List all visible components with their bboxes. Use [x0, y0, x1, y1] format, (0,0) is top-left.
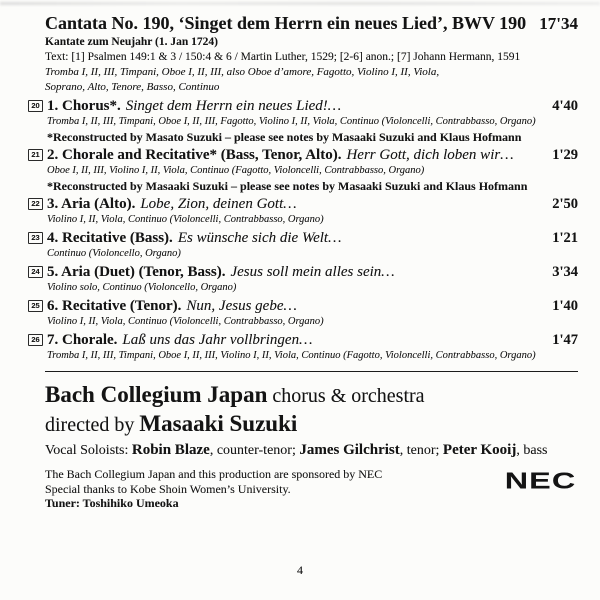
track-instruments: Violino solo, Continuo (Violoncello, Organo): [47, 282, 237, 293]
cantata-subtitle: Kantate zum Neujahr (1. Jan 1724): [45, 36, 218, 48]
track-duration: 2'50: [552, 196, 578, 212]
section-divider: [45, 371, 578, 372]
instrumentation-line-2: Soprano, Alto, Tenore, Basso, Continuo: [45, 81, 220, 93]
directed-by-label: directed by: [45, 414, 140, 436]
track-incipit: Es wünsche sich die Welt…: [177, 230, 342, 246]
track-instruments: Violino I, II, Viola, Continuo (Violoncelli, Contrabbasso, Organo): [47, 316, 324, 327]
track-incipit: Nun, Jesus gebe…: [186, 298, 297, 314]
sponsor-line-2: Special thanks to Kobe Shoin Women’s University.: [45, 481, 291, 496]
track-title-line: [47, 263, 578, 281]
ensemble-name: Bach Collegium Japan: [45, 382, 268, 407]
track-note: *Reconstructed by Masaaki Suzuki – please see notes by Masaaki Suzuki and Klaus Hofmann: [47, 179, 528, 193]
page-number: 4: [297, 563, 303, 577]
track-title-line: [47, 195, 578, 213]
track-row: [31, 263, 578, 295]
track-instruments: Tromba I, II, III, Timpani, Oboe I, II, III, Fagotto, Violino I, II, Viola, Continuo (Violoncelli, Contrabbasso, Organo): [47, 116, 536, 127]
track-title: 5. Aria (Duet) (Tenor, Bass).: [47, 264, 226, 280]
director-name: Masaaki Suzuki: [139, 411, 298, 436]
track-title-line: [47, 297, 578, 315]
soloist-name: James Gilchrist: [299, 442, 400, 458]
track-duration: 1'47: [552, 332, 578, 348]
track-number-badge: 23: [28, 232, 43, 244]
track-title-line: [47, 331, 578, 349]
track-number-badge: 22: [28, 198, 43, 210]
credits-section: [45, 467, 578, 511]
track-number-badge: 20: [28, 100, 43, 112]
track-note: *Reconstructed by Masato Suzuki – please see notes by Masaaki Suzuki and Klaus Hofmann: [47, 130, 522, 144]
track-incipit: Laß uns das Jahr vollbringen…: [122, 332, 313, 348]
soloist-voice: , tenor;: [399, 443, 443, 458]
track-duration: 1'29: [552, 147, 578, 163]
instrumentation-line-1: Tromba I, II, III, Timpani, Oboe I, II, III, also Oboe d’amore, Fagotto, Violino I, II, Viola,: [45, 66, 440, 78]
track-row: [31, 97, 578, 144]
scan-smudge: [0, 2, 600, 5]
track-title: 3. Aria (Alto).: [47, 196, 136, 212]
track-instruments: Tromba I, II, III, Timpani, Oboe I, II, III, Violino I, II, Viola, Continuo (Fagotto, Violoncelli, Contrabbasso, Organo): [47, 350, 536, 361]
track-incipit: Jesus soll mein alles sein…: [230, 264, 395, 280]
track-number-badge: 25: [28, 300, 43, 312]
track-title-line: [47, 146, 578, 164]
nec-logo: NEC: [504, 468, 576, 494]
track-duration: 4'40: [552, 98, 578, 114]
track-title: 4. Recitative (Bass).: [47, 230, 173, 246]
track-title: 2. Chorale and Recitative* (Bass, Tenor, Alto).: [47, 147, 342, 163]
director-line: [45, 410, 578, 439]
track-number-badge: 26: [28, 334, 43, 346]
track-row: [31, 146, 578, 193]
track-title: 7. Chorale.: [47, 332, 118, 348]
soloist-voice: , bass: [516, 443, 548, 458]
track-duration: 1'21: [552, 230, 578, 246]
ensemble-descriptor: chorus & orchestra: [267, 385, 425, 407]
track-row: [31, 297, 578, 329]
track-incipit: Singet dem Herrn ein neues Lied!…: [125, 98, 342, 114]
track-title-line: [47, 229, 578, 247]
soloists-label: Vocal Soloists:: [45, 443, 132, 458]
tuner-line: Tuner: Toshihiko Umeoka: [45, 496, 179, 510]
track-list: [31, 97, 578, 363]
page-content: [31, 12, 578, 511]
cantata-title-row: [45, 12, 578, 35]
track-row: [31, 195, 578, 227]
soloists-line: [45, 442, 578, 459]
track-incipit: Herr Gott, dich loben wir…: [346, 147, 514, 163]
track-duration: 1'40: [552, 298, 578, 314]
soloist-name: Robin Blaze: [131, 442, 210, 458]
performers-section: [45, 381, 578, 459]
total-duration: 17'34: [539, 14, 578, 33]
text-sources: Text: [1] Psalmen 149:1 & 3 / 150:4 & 6 / Martin Luther, 1529; [2-6] anon.; [7] Johann Hermann, 1591: [45, 51, 521, 63]
track-instruments: Continuo (Violoncello, Organo): [47, 248, 181, 259]
track-incipit: Lobe, Zion, deinen Gott…: [140, 196, 297, 212]
track-row: [31, 229, 578, 261]
track-title-line: [47, 97, 578, 115]
track-instruments: Violino I, II, Viola, Continuo (Violoncelli, Contrabbasso, Organo): [47, 214, 324, 225]
soloist-name: Peter Kooij: [442, 442, 517, 458]
track-duration: 3'34: [552, 264, 578, 280]
cantata-title: Cantata No. 190, ‘Singet dem Herrn ein neues Lied’, BWV 190: [45, 13, 527, 33]
track-number-badge: 21: [28, 149, 43, 161]
soloist-voice: , counter-tenor;: [209, 443, 300, 458]
track-title: 1. Chorus*.: [47, 98, 121, 114]
track-title: 6. Recitative (Tenor).: [47, 298, 182, 314]
track-row: [31, 331, 578, 363]
sponsor-line-1: The Bach Collegium Japan and this production are sponsored by NEC: [45, 467, 383, 481]
track-instruments: Oboe I, II, III, Violino I, II, Viola, Continuo (Fagotto, Violoncelli, Contrabbasso, Organo): [47, 165, 425, 176]
ensemble-line: [45, 381, 578, 410]
track-number-badge: 24: [28, 266, 43, 278]
